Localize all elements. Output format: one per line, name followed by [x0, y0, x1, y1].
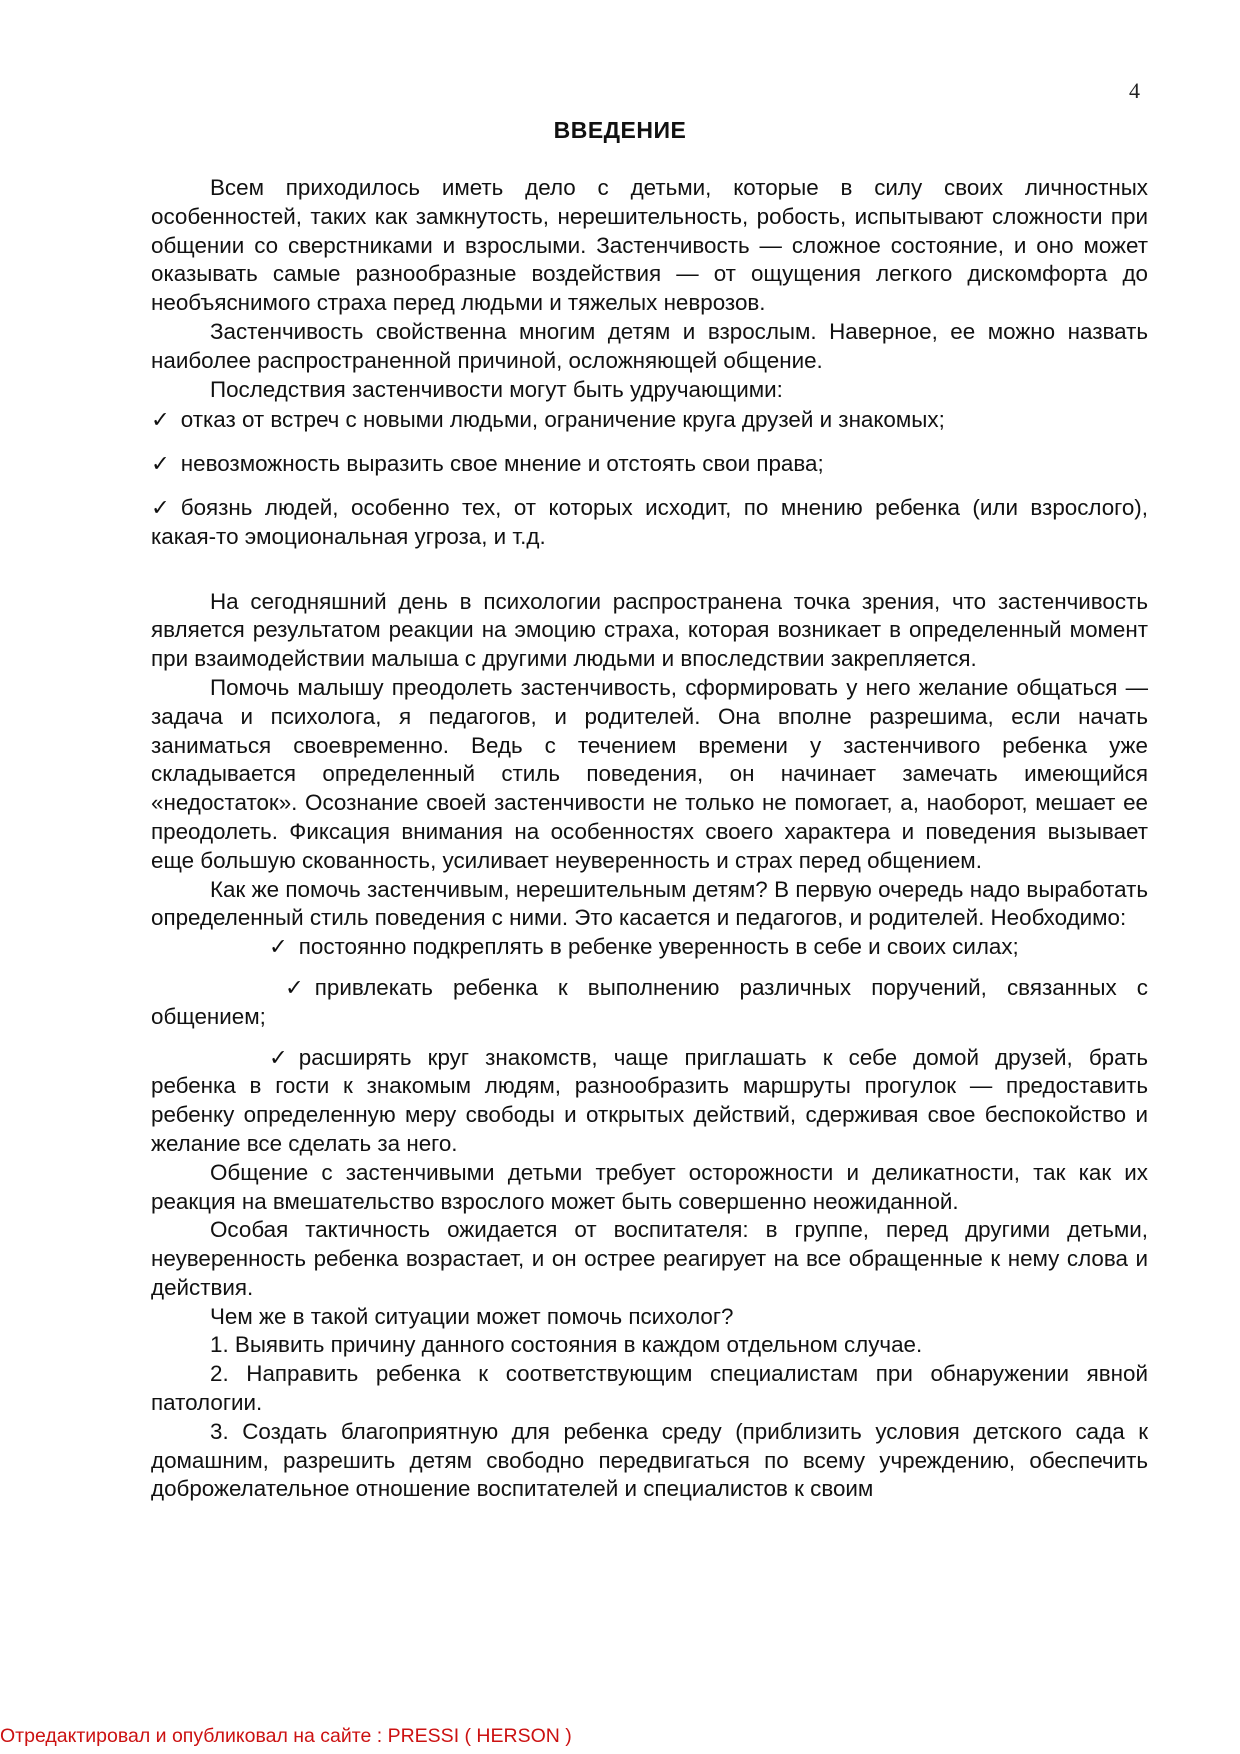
list-item-text: постоянно подкреплять в ребенке уверенность в себе и своих силах; — [298, 934, 1019, 960]
paragraph-how-to-help: Как же помочь застенчивым, нерешительным детям? В первую очередь надо выработать определенный стиль поведения с ними. Это касается и педагогов, и родителей. Необходимо: — [151, 876, 1148, 931]
paragraph-consequences-lead: Последствия застенчивости могут быть удручающими: — [210, 376, 783, 402]
step-item: 3. Создать благоприятную для ребенка среду (приблизить условия детского сада к домашним, разрешить детям свободно передвигаться по всему учреждению, обеспечить доброжелательное отношение воспитателей и специалистов к своим — [151, 1418, 1148, 1502]
steps-list — [151, 1331, 1148, 1504]
paragraph-psychologist-question: Чем же в такой ситуации может помочь психолог? — [210, 1303, 734, 1329]
page-title: ВВЕДЕНИЕ — [553, 117, 687, 143]
list-item-text: расширять круг знакомств, чаще приглашать к себе домой друзей, брать ребенка в гости к знакомым людям, разнообразить маршруты прогулок — предоставить ребенку определенную меру свободы и открытых действий, сдерживая свое беспокойство и желание все сделать за него. — [151, 1044, 1148, 1156]
list-item — [151, 404, 1148, 448]
step-item: 2. Направить ребенка к соответствующим специалистам при обнаружении явной патологии. — [151, 1361, 1148, 1416]
paragraph-tact: Особая тактичность ожидается от воспитателя: в группе, перед другими детьми, неуверенность ребенка возрастает, и он острее реагирует на все обращенные к нему слова и действия. — [151, 1217, 1148, 1300]
recommendations-list — [151, 933, 1148, 1159]
step-item: 1. Выявить причину данного состояния в каждом отдельном случае. — [210, 1332, 923, 1358]
publisher-footer: Отредактировал и опубликовал на сайте : PRESSI ( HERSON ) — [0, 1725, 572, 1747]
checkmark-icon: ✓ — [151, 451, 170, 477]
list-item-text: отказ от встреч с новыми людьми, ограничение круга друзей и знакомых; — [180, 407, 945, 433]
checkmark-icon: ✓ — [285, 974, 304, 1000]
list-item — [151, 933, 1148, 974]
paragraph-intro: Всем приходилось иметь дело с детьми, которые в силу своих личностных особенностей, таких как замкнутость, нерешительность, робость, испытывают сложности при общении со сверстниками и взрослыми. Застенчивость — сложное состояние, и оно может оказывать самые разнообразные воздействия — от ощущения легкого дискомфорта до необъяснимого страха перед людьми и тяжелых неврозов. — [151, 175, 1148, 316]
paragraph-help-child: Помочь малышу преодолеть застенчивость, сформировать у него желание общаться — задача и психолога, я педагогов, и родителей. Она вполне разрешима, если начать заниматься своевременно. Ведь с течением времени у застенчивого ребенка уже складывается определенный стиль поведения, он начинает замечать имеющийся «недостаток». Осознание своей застенчивости не только не помогает, а, наоборот, мешает ее преодолеть. Фиксация внимания на особенностях своего характера и поведения вызывает еще большую скованность, усиливает неуверенность и страх перед общением. — [151, 674, 1148, 873]
page-number: 4 — [1129, 78, 1140, 103]
list-item — [151, 492, 1148, 552]
list-item-text: боязнь людей, особенно тех, от которых исходит, по мнению ребенка (или взрослого), какая-то эмоциональная угроза, и т.д. — [151, 494, 1148, 549]
checkmark-icon: ✓ — [151, 494, 170, 520]
list-item — [151, 974, 1148, 1044]
section-spacer — [151, 552, 1148, 588]
paragraph-fear-reaction: На сегодняшний день в психологии распространена точка зрения, что застенчивость является результатом реакции на эмоцию страха, которая возникает в определенный момент при взаимодействии малыша с другими людьми и впоследствии закрепляется. — [151, 588, 1148, 672]
checkmark-icon: ✓ — [269, 934, 288, 960]
document-body — [151, 174, 1148, 1504]
list-item — [151, 448, 1148, 492]
list-item — [151, 1044, 1148, 1159]
list-item-text: невозможность выразить свое мнение и отстоять свои права; — [180, 451, 824, 477]
paragraph-delicacy: Общение с застенчивыми детьми требует осторожности и деликатности, так как их реакция на вмешательство взрослого может быть совершенно неожиданной. — [151, 1159, 1148, 1214]
consequences-list — [151, 404, 1148, 551]
checkmark-icon: ✓ — [269, 1044, 288, 1070]
paragraph-shyness-common: Застенчивость свойственна многим детям и взрослым. Наверное, ее можно назвать наиболее распространенной причиной, осложняющей общение. — [151, 318, 1148, 373]
list-item-text: привлекать ребенка к выполнению различных поручений, связанных с общением; — [151, 974, 1148, 1029]
checkmark-icon: ✓ — [151, 407, 170, 433]
